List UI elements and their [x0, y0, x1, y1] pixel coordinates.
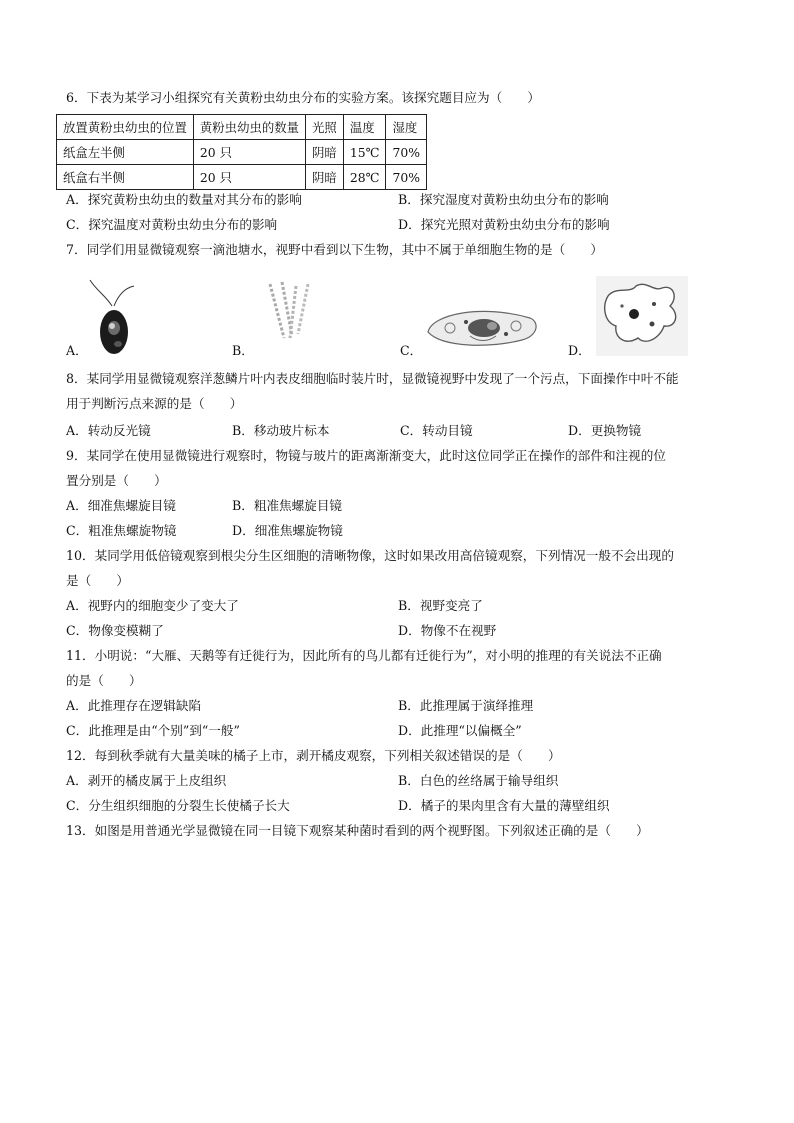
- q9-option-a: A．细准焦螺旋目镜: [66, 498, 176, 513]
- q11-option-d: D．此推理“以偏概全”: [398, 723, 522, 738]
- q11-option-c: C．此推理是由“个别”到“一般”: [66, 723, 240, 738]
- q10-option-b: B．视野变亮了: [398, 598, 483, 613]
- paramecium-image: [422, 302, 542, 352]
- q10-option-d: D．物像不在视野: [398, 623, 497, 638]
- q10-stem-line1: 10．某同学用低倍镜观察到根尖分生区细胞的清晰物像，这时如果改用高倍镜观察，下列情况一般不会出现的: [66, 548, 674, 563]
- table-header-cell: 温度: [343, 115, 386, 140]
- table-header-cell: 放置黄粉虫幼虫的位置: [57, 115, 194, 140]
- q6-option-d: D．探究光照对黄粉虫幼虫分布的影响: [398, 217, 610, 232]
- table-cell: 纸盒左半侧: [57, 140, 194, 165]
- q9-stem-line2: 置分别是（ ）: [66, 473, 167, 488]
- table-cell: 纸盒右半侧: [57, 165, 194, 190]
- q11-stem-line2: 的是（ ）: [66, 673, 142, 688]
- q11-stem-line1: 11．小明说：“大雁、天鹅等有迁徙行为，因此所有的鸟儿都有迁徙行为”，对小明的推理的有关说法不正确: [66, 648, 662, 663]
- table-cell: 28℃: [343, 165, 386, 190]
- q8-option-b: B．移动玻片标本: [232, 423, 330, 438]
- table-cell: 20 只: [193, 165, 305, 190]
- q11-option-a: A．此推理存在逻辑缺陷: [66, 698, 202, 713]
- table-row: [57, 140, 427, 165]
- q8-option-a: A．转动反光镜: [66, 423, 151, 438]
- table-cell: 15℃: [343, 140, 386, 165]
- q9-option-d: D．细准焦螺旋物镜: [232, 523, 343, 538]
- q9-option-c: C．粗准焦螺旋物镜: [66, 523, 177, 538]
- q13-stem: 13．如图是用普通光学显微镜在同一目镜下观察某种菌时看到的两个视野图。下列叙述正确的是（ ）: [66, 823, 649, 838]
- table-row: [57, 165, 427, 190]
- chlamydomonas-image: [88, 276, 140, 358]
- q7-stem: 7．同学们用显微镜观察一滴池塘水，视野中看到以下生物，其中不属于单细胞生物的是（ ）: [66, 242, 603, 257]
- q10-option-c: C．物像变模糊了: [66, 623, 164, 638]
- q9-stem-line1: 9．某同学在使用显微镜进行观察时，物镜与玻片的距离渐渐变大，此时这位同学正在操作的部件和注视的位: [66, 448, 666, 463]
- filamentous-alga-image: [262, 280, 318, 340]
- amoeba-image: [596, 276, 688, 356]
- q7-option-d-label: D．: [568, 343, 591, 358]
- q6-option-c: C．探究温度对黄粉虫幼虫分布的影响: [66, 217, 278, 232]
- q11-option-b: B．此推理属于演绎推理: [398, 698, 534, 713]
- q12-option-a: A．剥开的橘皮属于上皮组织: [66, 773, 227, 788]
- q12-option-d: D．橘子的果肉里含有大量的薄壁组织: [398, 798, 610, 813]
- table-cell: 70%: [386, 140, 427, 165]
- q6-stem: 6．下表为某学习小组探究有关黄粉虫幼虫分布的实验方案。该探究题目应为（ ）: [66, 90, 540, 105]
- q7-option-b-label: B．: [232, 343, 254, 358]
- experiment-table: [56, 114, 427, 190]
- q8-stem-line1: 8．某同学用显微镜观察洋葱鳞片叶内表皮细胞临时装片时，显微镜视野中发现了一个污点，下面操作中叶不能: [66, 371, 679, 386]
- q12-option-c: C．分生组织细胞的分裂生长使橘子长大: [66, 798, 290, 813]
- table-cell: 20 只: [193, 140, 305, 165]
- q8-option-d: D．更换物镜: [568, 423, 642, 438]
- q10-stem-line2: 是（ ）: [66, 573, 129, 588]
- q12-stem: 12．每到秋季就有大量美味的橘子上市，剥开橘皮观察，下列相关叙述错误的是（ ）: [66, 748, 561, 763]
- q7-option-c-label: C．: [400, 343, 423, 358]
- q7-option-a-label: A．: [66, 343, 88, 358]
- table-cell: 70%: [386, 165, 427, 190]
- q9-option-b: B．粗准焦螺旋目镜: [232, 498, 343, 513]
- q10-option-a: A．视野内的细胞变少了变大了: [66, 598, 239, 613]
- q8-stem-line2: 用于判断污点来源的是（ ）: [66, 396, 243, 411]
- q8-option-c: C．转动目镜: [400, 423, 473, 438]
- table-header-cell: 光照: [306, 115, 344, 140]
- q6-option-b: B．探究湿度对黄粉虫幼虫分布的影响: [398, 192, 609, 207]
- q6-option-a: A．探究黄粉虫幼虫的数量对其分布的影响: [66, 192, 302, 207]
- table-header-cell: 湿度: [386, 115, 427, 140]
- table-header-cell: 黄粉虫幼虫的数量: [193, 115, 305, 140]
- table-header-row: [57, 115, 427, 140]
- table-cell: 阴暗: [306, 165, 344, 190]
- q12-option-b: B．白色的丝络属于输导组织: [398, 773, 559, 788]
- table-cell: 阴暗: [306, 140, 344, 165]
